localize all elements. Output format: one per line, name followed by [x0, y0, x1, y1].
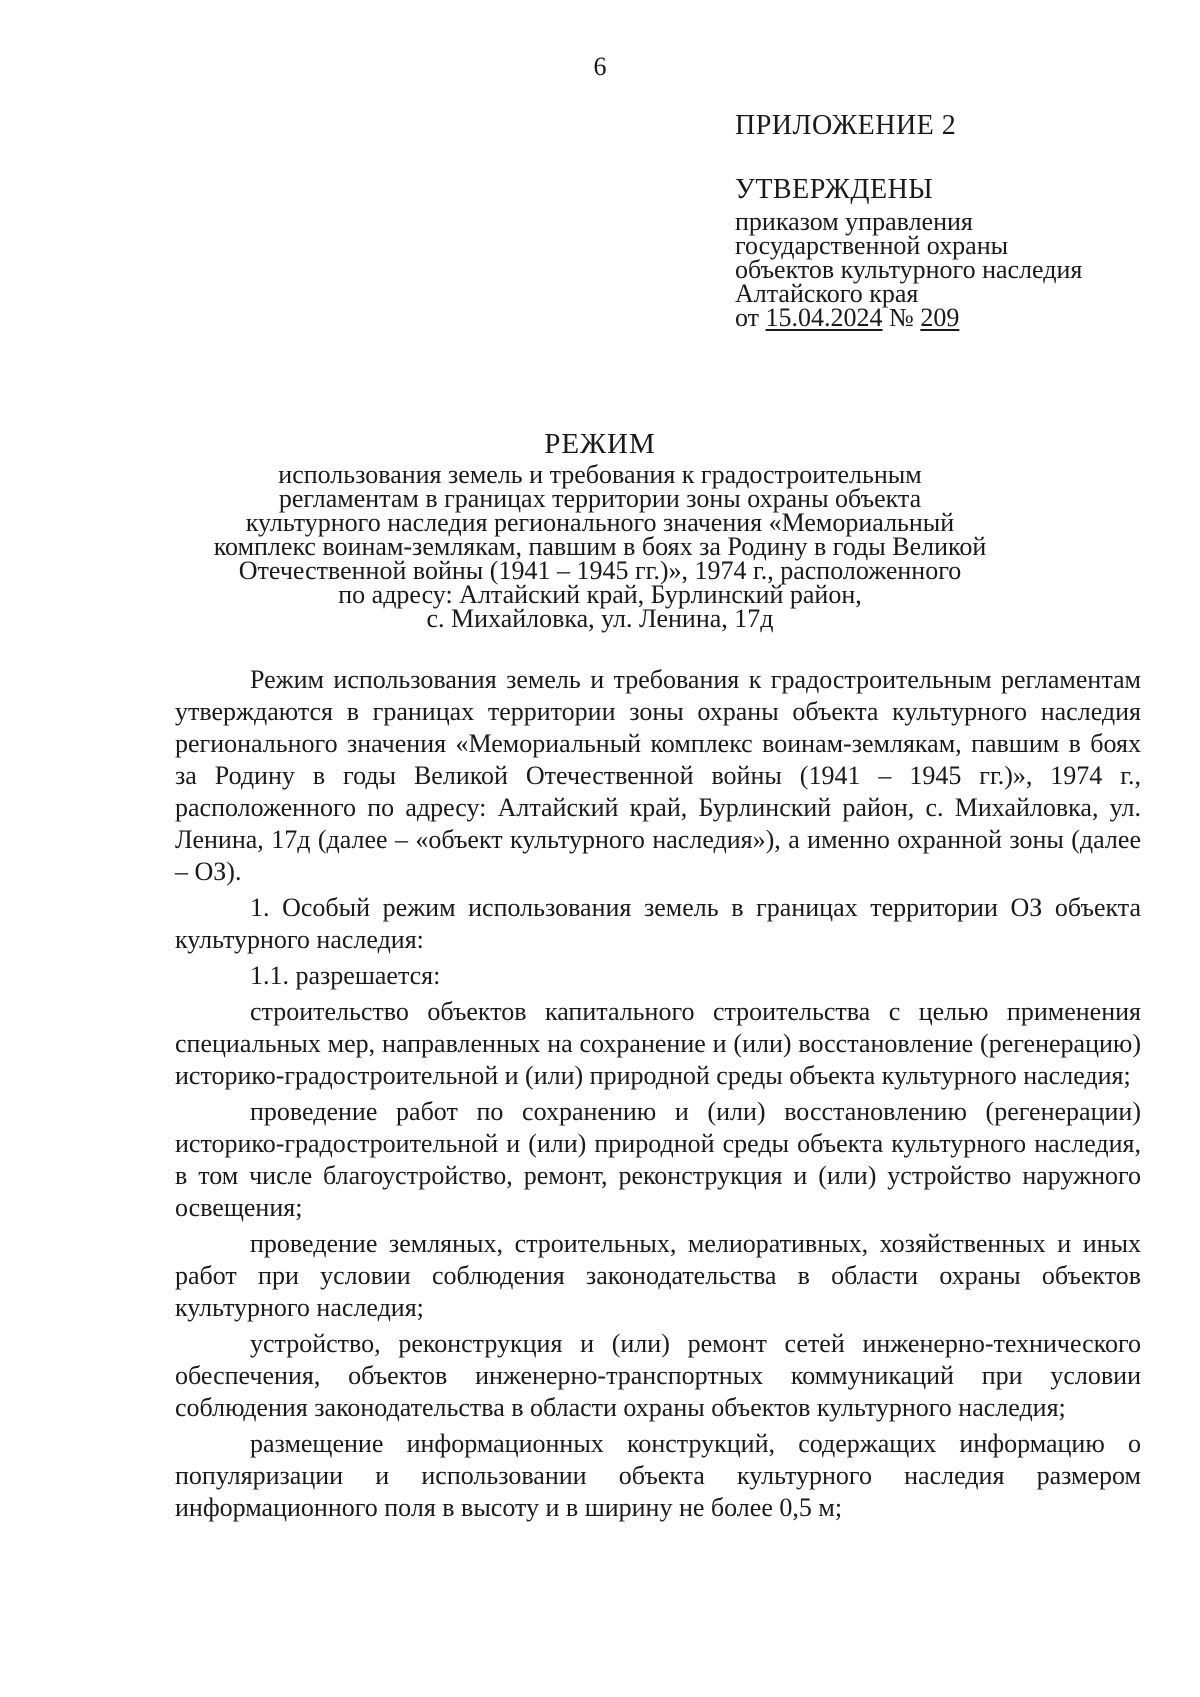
- title-line: использования земель и требования к градостроительным: [278, 460, 922, 489]
- section-1-heading: 1. Особый режим использования земель в границах территории ОЗ объекта культурного наследия:: [175, 893, 1141, 954]
- subsection-1-1-heading: 1.1. разрешается:: [250, 961, 441, 990]
- list-item: строительство объектов капитального строительства с целью применения специальных мер, направленных на сохранение и (или) восстановление (регенерацию) историко-градостроительной и (или) природной среды объекта культурного наследия;: [175, 997, 1141, 1090]
- intro-paragraph: Режим использования земель и требования к градостроительным регламентам утверждаются в границах территории зоны охраны объекта культурного наследия регионального значения «Мемориальный комплекс воинам-землякам, павшим в боях за Родину в годы Великой Отечественной войны (1941 – 1945 гг.)», 1974 г., расположенного по адресу: Алтайский край, Бурлинский район, с. Михайловка, ул. Ленина, 17д (далее – «объект культурного наследия»), а именно охранной зоны (далее – ОЗ).: [175, 665, 1141, 886]
- order-number: 209: [920, 303, 960, 332]
- list-item: размещение информационных конструкций, содержащих информацию о популяризации и использовании объекта культурного наследия размером информационного поля в высоту и в ширину не более 0,5 м;: [175, 1429, 1141, 1522]
- list-item: проведение земляных, строительных, мелиоративных, хозяйственных и иных работ при условии соблюдения законодательства в области охраны объектов культурного наследия;: [175, 1229, 1141, 1322]
- document-body: [175, 664, 1141, 1528]
- order-date: 15.04.2024: [765, 303, 883, 332]
- approved-label: УТВЕРЖДЕНЫ: [735, 174, 934, 205]
- appendix-label: ПРИЛОЖЕНИЕ 2: [735, 110, 957, 141]
- approval-line: объектов культурного наследия: [735, 255, 1083, 284]
- title-line: культурного наследия регионального значения «Мемориальный: [245, 508, 955, 537]
- list-item: устройство, реконструкция и (или) ремонт сетей инженерно-технического обеспечения, объектов инженерно-транспортных коммуникаций при условии соблюдения законодательства в области охраны объектов культурного наследия;: [175, 1329, 1141, 1422]
- approval-block: [735, 110, 1175, 330]
- page-number: 6: [593, 52, 607, 81]
- document-title-block: [150, 428, 1050, 631]
- approval-line: Алтайского края: [735, 279, 919, 308]
- number-sign: №: [882, 303, 921, 332]
- list-item: проведение работ по сохранению и (или) восстановлению (регенерации) историко-градостроительной и (или) природной среды объекта культурного наследия, в том числе благоустройство, ремонт, реконструкция и (или) устройство наружного освещения;: [175, 1097, 1141, 1222]
- title-line: с. Михайловка, ул. Ленина, 17д: [426, 604, 774, 633]
- approval-line: приказом управления: [735, 207, 973, 236]
- title-line: комплекс воинам-землякам, павшим в боях за Родину в годы Великой: [213, 532, 987, 561]
- title-line: регламентам в границах территории зоны охраны объекта: [278, 484, 922, 513]
- date-prefix: от: [735, 303, 766, 332]
- approval-line: государственной охраны: [735, 231, 1009, 260]
- document-title: РЕЖИМ: [544, 428, 656, 460]
- title-line: по адресу: Алтайский край, Бурлинский район,: [338, 580, 862, 609]
- title-line: Отечественной войны (1941 – 1945 гг.)», 1974 г., расположенного: [238, 556, 962, 585]
- order-date-line: [735, 303, 1175, 332]
